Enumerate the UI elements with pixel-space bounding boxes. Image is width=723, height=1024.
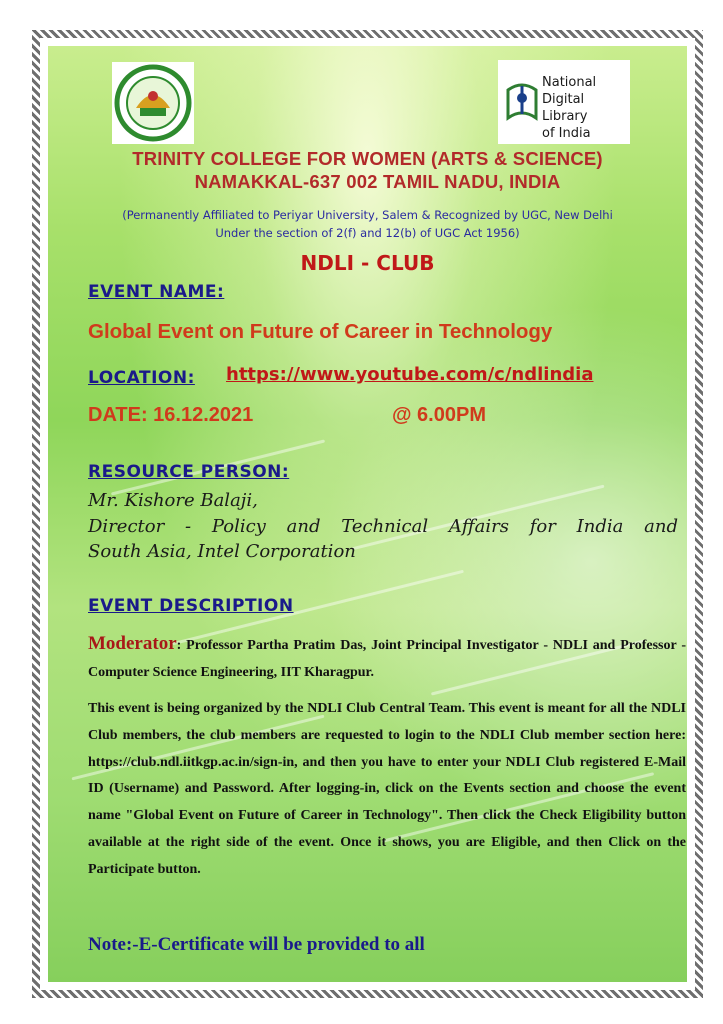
moderator-paragraph [88,631,686,687]
resource-person-label: RESOURCE PERSON: [88,462,290,482]
ndli-logo-line1: National [542,75,597,90]
college-name-line2: NAMAKKAL-637 002 TAMIL NADU, INDIA [194,171,561,192]
event-name: Global Event on Future of Career in Technology [88,320,553,343]
affiliation-line1: (Permanently Affiliated to Periyar University, Salem & Recognized by UGC, New Delhi [122,208,613,222]
event-description-label: EVENT DESCRIPTION [88,596,294,616]
ndli-book-icon [504,78,540,126]
ndli-logo-line3: of India [542,126,591,141]
event-date: DATE: 16.12.2021 [88,404,254,426]
event-description-body: This event is being organized by the NDLI Club Central Team. This event is meant for all the NDLI Club members, the club members are requested to login to the NDLI Club member section here: https://club.ndl.iitkgp.ac.in/sign-in, and then you have to enter your NDLI Club registered E-Mail ID (Username) and Password. After logging-in, click on the Events section and choose the event name "Global Event on Future of Career in Technology". Then click the Check Eligibility button available at the right side of the event. Once it shows, you are Eligible, and then Click on the Participate button. [88,701,686,877]
resource-person-role: Director - Policy and Technical Affairs for India and [88,516,678,537]
ndli-logo-line2: Digital Library [542,92,588,124]
event-name-label: EVENT NAME: [88,282,225,302]
poster [48,46,687,982]
college-seal-icon [112,62,194,144]
moderator-text: : Professor Partha Pratim Das, Joint Principal Investigator - NDLI and Professor - Computer Science Engineering, IIT Kharagpur. [88,638,686,680]
location-label: LOCATION: [88,368,195,388]
certificate-note: Note:-E-Certificate will be provided to all [88,934,425,955]
moderator-label: Moderator [88,633,177,654]
club-title: NDLI - CLUB [300,251,435,275]
affiliation-line2: Under the section of 2(f) and 12(b) of UGC Act 1956) [215,226,520,240]
college-logo [112,62,194,144]
resource-person-name: Mr. Kishore Balaji, [88,490,258,511]
event-time: @ 6.00PM [392,404,486,426]
ndli-logo [498,60,630,144]
resource-person-org: South Asia, Intel Corporation [88,541,356,562]
location-link[interactable]: https://www.youtube.com/c/ndlindia [226,364,594,385]
college-name-line1: TRINITY COLLEGE FOR WOMEN (ARTS & SCIENCE) [132,148,603,169]
